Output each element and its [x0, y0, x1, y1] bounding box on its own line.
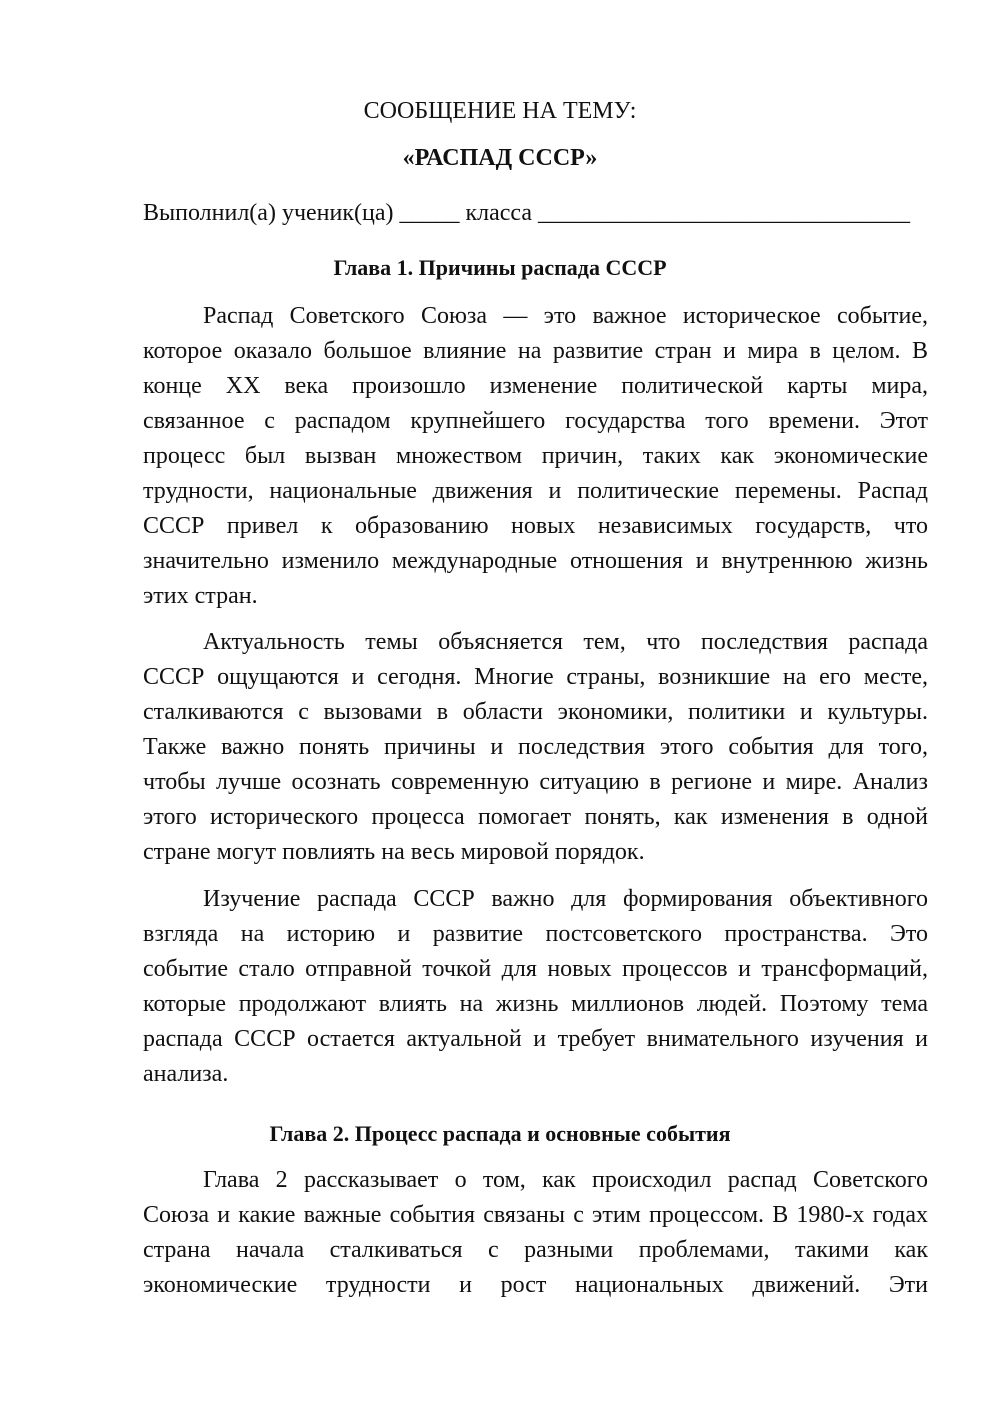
paragraph-line: Распад Советского Союза — это важное историческое событие, — [203, 303, 928, 329]
paragraph-line: Также важно понять причины и последствия этого события для того, — [143, 734, 928, 760]
paragraph-line: которые продолжают влиять на жизнь миллионов людей. Поэтому тема — [143, 991, 928, 1017]
paragraph-line: этого исторического процесса помогает понять, как изменения в одной — [143, 804, 928, 830]
paragraph-line: конце XX века произошло изменение политической карты мира, — [143, 373, 928, 399]
chapter-1-heading: Глава 1. Причины распада СССР — [333, 255, 667, 280]
paragraph-line: стране могут повлиять на весь мировой порядок. — [143, 839, 645, 865]
paragraph-line: СССР привел к образованию новых независимых государств, что — [143, 513, 928, 539]
paragraph-line: событие стало отправной точкой для новых процессов и трансформаций, — [143, 956, 928, 982]
paragraph-line: анализа. — [143, 1061, 229, 1087]
paragraph-line: экономические трудности и рост национальных движений. Эти — [143, 1272, 928, 1298]
chapter-2-heading: Глава 2. Процесс распада и основные события — [269, 1121, 731, 1146]
document-subtitle: «РАСПАД СССР» — [402, 145, 598, 171]
paragraph-line: распада СССР остается актуальной и требует внимательного изучения и — [143, 1026, 928, 1052]
paragraph-line: сталкиваются с вызовами в области экономики, политики и культуры. — [143, 699, 928, 725]
student-line: Выполнил(а) ученик(ца) _____ класса _______________________________ — [143, 200, 911, 226]
document-title: СООБЩЕНИЕ НА ТЕМУ: — [363, 98, 637, 124]
paragraph-line: значительно изменило международные отношения и внутреннюю жизнь — [143, 548, 928, 574]
paragraph-line: связанное с распадом крупнейшего государства того времени. Этот — [143, 408, 928, 434]
paragraph-line: трудности, национальные движения и политические перемены. Распад — [143, 478, 928, 504]
paragraph-line: страна начала сталкиваться с разными проблемами, такими как — [143, 1237, 928, 1263]
paragraph-line: Глава 2 рассказывает о том, как происходил распад Советского — [203, 1167, 928, 1193]
paragraph-line: этих стран. — [143, 583, 258, 609]
paragraph-line: которое оказало большое влияние на развитие стран и мира в целом. В — [143, 338, 928, 364]
paragraph-line: СССР ощущаются и сегодня. Многие страны, возникшие на его месте, — [143, 664, 928, 690]
paragraph-line: Изучение распада СССР важно для формирования объективного — [203, 886, 928, 912]
paragraph-line: чтобы лучше осознать современную ситуацию в регионе и мире. Анализ — [143, 769, 928, 795]
paragraph-line: Союза и какие важные события связаны с этим процессом. В 1980-х годах — [143, 1202, 928, 1228]
paragraph-line: Актуальность темы объясняется тем, что последствия распада — [203, 629, 928, 655]
paragraph-line: взгляда на историю и развитие постсоветского пространства. Это — [143, 921, 928, 947]
paragraph-line: процесс был вызван множеством причин, таких как экономические — [143, 443, 928, 469]
